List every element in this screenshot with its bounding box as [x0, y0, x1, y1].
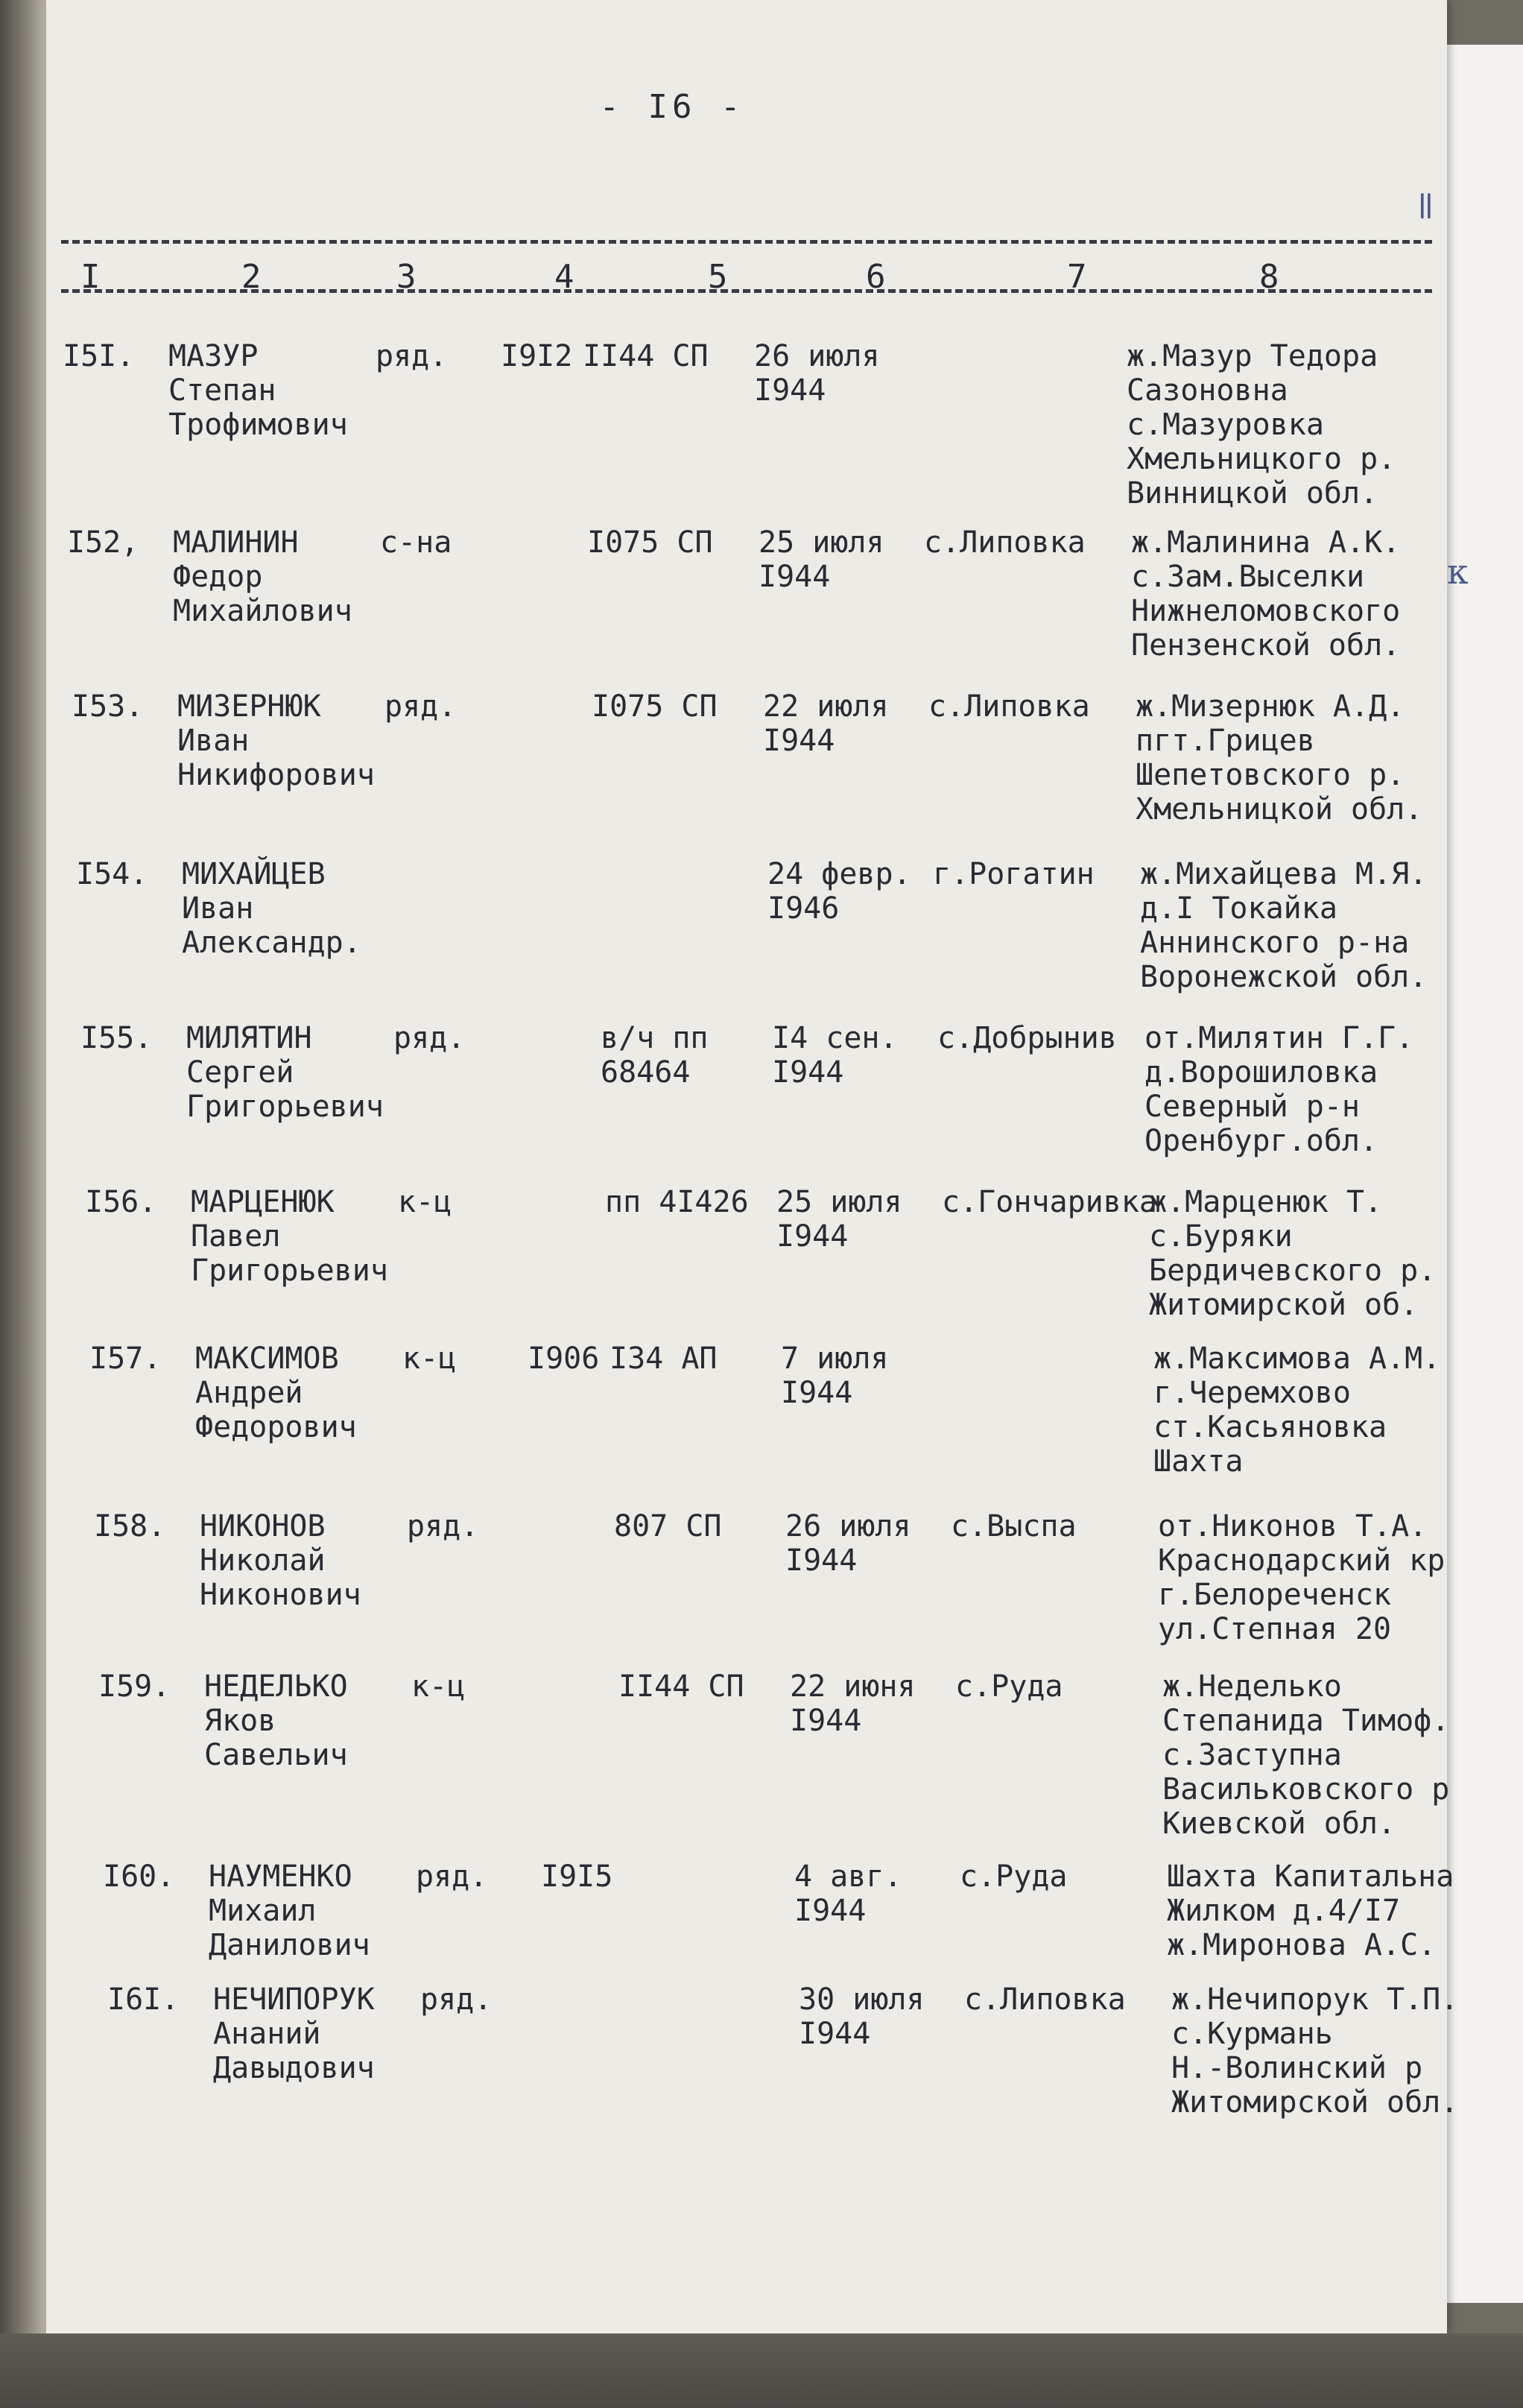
record-number: I56.	[85, 1185, 157, 1219]
death-date-line: I944	[759, 560, 831, 594]
column-number-4: 4	[554, 258, 574, 296]
military-rank: к-ц	[402, 1342, 457, 1376]
death-date-line: I4 сен.	[772, 1021, 898, 1055]
person-name-line: Трофимович	[168, 408, 348, 442]
record-number: I6I.	[107, 1982, 180, 2017]
death-date-line: I944	[776, 1219, 849, 1254]
military-unit: I075 СП	[592, 689, 718, 724]
relatives-address-line: ж.Мизернюк А.Д.	[1136, 689, 1405, 724]
person-name-line: НЕДЕЛЬКО	[204, 1669, 348, 1704]
relatives-address-line: ж.Максимова А.М.	[1153, 1342, 1441, 1376]
person-name-line: НАУМЕНКО	[209, 1859, 352, 1894]
military-unit: 807 СП	[614, 1509, 722, 1543]
relatives-address-line: ж.Малинина А.К.	[1131, 525, 1401, 560]
death-date-line: I944	[790, 1704, 862, 1738]
military-rank: ряд.	[384, 689, 457, 724]
death-date-line: I946	[767, 891, 840, 926]
record-number: I53.	[72, 689, 144, 724]
birth-year: I906	[528, 1342, 600, 1376]
record-number: I5I.	[63, 339, 135, 373]
relatives-address-line: Сазоновна	[1127, 373, 1288, 408]
person-name-line: Григорьевич	[191, 1254, 388, 1288]
relatives-address	[1149, 1185, 1436, 1322]
relatives-address-line: Нижнеломовского	[1131, 594, 1401, 628]
burial-place: с.Руда	[955, 1669, 1063, 1704]
death-date-line: 22 июля	[763, 689, 889, 724]
relatives-address-line: ж.Миронова А.С.	[1167, 1928, 1437, 1962]
death-date-line: 24 февр.	[767, 857, 911, 891]
birth-year: I9I2	[501, 339, 573, 373]
person-name-line: Яков	[204, 1704, 276, 1738]
military-unit: в/ч пп 68464	[601, 1021, 709, 1090]
relatives-address-line: ж.Нечипорук Т.П.	[1171, 1982, 1459, 2017]
relatives-address	[1162, 1669, 1449, 1841]
record-number: I52,	[67, 525, 139, 560]
relatives-address	[1167, 1859, 1454, 1962]
death-date	[767, 857, 911, 926]
person-name-line: Михайлович	[173, 594, 352, 628]
person-name	[182, 857, 361, 960]
person-name	[213, 1982, 375, 2085]
death-date	[790, 1669, 916, 1738]
military-rank: ряд.	[376, 339, 448, 373]
column-number-3: 3	[396, 258, 417, 296]
military-rank: к-ц	[411, 1669, 466, 1704]
death-date	[785, 1509, 911, 1578]
relatives-address-line: Шахта Капитальна	[1167, 1859, 1454, 1894]
relatives-address-line: Аннинского р-на	[1140, 926, 1410, 960]
relatives-address	[1136, 689, 1422, 827]
person-name-line: Андрей	[195, 1376, 303, 1410]
binding-spine	[0, 0, 52, 2408]
relatives-address-line: Шахта	[1153, 1444, 1244, 1479]
column-number-7: 7	[1067, 258, 1087, 296]
relatives-address-line: с.Курмань	[1171, 2017, 1333, 2051]
person-name	[204, 1669, 348, 1772]
relatives-address-line: ж.Михайцева М.Я.	[1140, 857, 1428, 891]
relatives-address-line: от.Никонов Т.А.	[1158, 1509, 1428, 1543]
relatives-address-line: Пензенской обл.	[1131, 628, 1401, 663]
death-date-line: 25 июля	[759, 525, 884, 560]
military-unit: II44 СП	[618, 1669, 744, 1704]
person-name-line: Григорьевич	[186, 1090, 384, 1124]
death-date	[763, 689, 889, 758]
relatives-address	[1158, 1509, 1445, 1646]
relatives-address-line: ул.Степная 20	[1158, 1612, 1392, 1646]
death-date-line: 4 авг.	[794, 1859, 902, 1894]
relatives-address-line: с.Мазуровка	[1127, 408, 1324, 442]
relatives-address-line: Шепетовского р.	[1136, 758, 1405, 792]
military-unit: I075 СП	[587, 525, 713, 560]
death-date	[794, 1859, 902, 1928]
relatives-address-line: Н.-Волинский р	[1171, 2051, 1423, 2085]
military-rank: с-на	[380, 525, 452, 560]
death-date-line: 26 июля	[754, 339, 880, 373]
relatives-address-line: с.Заступна	[1162, 1738, 1342, 1772]
military-rank: ряд.	[416, 1859, 488, 1894]
column-number-6: 6	[866, 258, 886, 296]
person-name-line: НЕЧИПОРУК	[213, 1982, 375, 2017]
death-date	[759, 525, 884, 594]
relatives-address-line: д.Ворошиловка	[1144, 1055, 1378, 1090]
relatives-address	[1153, 1342, 1440, 1479]
relatives-address-line: г.Черемхово	[1153, 1376, 1351, 1410]
margin-pen-mark: к	[1447, 552, 1469, 592]
relatives-address-line: Хмельницкого р.	[1127, 442, 1396, 476]
person-name	[168, 339, 348, 442]
person-name-line: Михаил	[209, 1894, 317, 1928]
person-name-line: МИХАЙЦЕВ	[182, 857, 326, 891]
person-name-line: Федор	[173, 560, 263, 594]
death-date-line: 30 июля	[799, 1982, 925, 2017]
relatives-address-line: с.Буряки	[1149, 1219, 1293, 1254]
burial-place: с.Руда	[960, 1859, 1068, 1894]
record-number: I59.	[98, 1669, 171, 1704]
person-name-line: МАЛИНИН	[173, 525, 299, 560]
person-name-line: Иван	[177, 724, 250, 758]
relatives-address-line: пгт.Грицев	[1136, 724, 1315, 758]
person-name-line: Давыдович	[213, 2051, 375, 2085]
relatives-address-line: Степанида Тимоф.	[1162, 1704, 1450, 1738]
death-date-line: I944	[794, 1894, 867, 1928]
relatives-address-line: г.Белореченск	[1158, 1578, 1392, 1612]
person-name	[200, 1509, 361, 1612]
relatives-address-line: Оренбург.обл.	[1144, 1124, 1378, 1158]
relatives-address-line: ж.Неделько	[1162, 1669, 1342, 1704]
burial-place: с.Добрынив	[937, 1021, 1117, 1055]
person-name-line: МАКСИМОВ	[195, 1342, 339, 1376]
relatives-address-line: д.I Токайка	[1140, 891, 1337, 926]
person-name	[173, 525, 352, 628]
relatives-address-line: Воронежской обл.	[1140, 960, 1428, 994]
person-name-line: Николай	[200, 1543, 326, 1578]
person-name-line: Данилович	[209, 1928, 370, 1962]
burial-place: с.Выспа	[951, 1509, 1077, 1543]
relatives-address-line: с.Зам.Выселки	[1131, 560, 1365, 594]
person-name	[177, 689, 375, 792]
person-name-line: МИЛЯТИН	[186, 1021, 312, 1055]
death-date	[799, 1982, 925, 2051]
page-number: - I6 -	[599, 88, 745, 126]
death-date-line: I944	[781, 1376, 853, 1410]
relatives-address-line: Бердичевского р.	[1149, 1254, 1437, 1288]
burial-place: с.Липовка	[928, 689, 1090, 724]
death-date-line: I944	[799, 2017, 871, 2051]
relatives-address-line: Хмельницкой обл.	[1136, 792, 1423, 827]
document-page	[46, 0, 1469, 2333]
relatives-address-line: Васильковского р	[1162, 1772, 1450, 1807]
person-name-line: Александр.	[182, 926, 361, 960]
person-name-line: НИКОНОВ	[200, 1509, 326, 1543]
birth-year: I9I5	[541, 1859, 613, 1894]
header-rule-top	[61, 240, 1432, 244]
record-number: I54.	[76, 857, 148, 891]
burial-place: с.Липовка	[964, 1982, 1126, 2017]
relatives-address-line: ст.Касьяновка	[1153, 1410, 1387, 1444]
column-number-5: 5	[708, 258, 728, 296]
death-date-line: 26 июля	[785, 1509, 911, 1543]
person-name-line: МАЗУР	[168, 339, 259, 373]
burial-place: с.Гончаривка	[942, 1185, 1157, 1219]
military-unit: пп 4I426	[605, 1185, 749, 1219]
death-date	[781, 1342, 889, 1410]
military-rank: к-ц	[398, 1185, 452, 1219]
person-name-line: Павел	[191, 1219, 281, 1254]
person-name-line: Сергей	[186, 1055, 294, 1090]
death-date-line: 7 июля	[781, 1342, 889, 1376]
military-unit: I34 АП	[609, 1342, 718, 1376]
relatives-address-line: Житомирской обл.	[1171, 2085, 1459, 2120]
relatives-address	[1131, 525, 1400, 663]
column-number-2: 2	[241, 258, 262, 296]
death-date-line: I944	[785, 1543, 858, 1578]
death-date	[776, 1185, 902, 1254]
death-date-line: I944	[763, 724, 835, 758]
record-number: I57.	[89, 1342, 162, 1376]
column-number-1: I	[80, 258, 101, 296]
person-name-line: Федорович	[195, 1410, 357, 1444]
death-date-line: I944	[772, 1055, 844, 1090]
person-name-line: Иван	[182, 891, 254, 926]
person-name	[195, 1342, 357, 1444]
relatives-address	[1127, 339, 1396, 511]
relatives-address-line: от.Милятин Г.Г.	[1144, 1021, 1414, 1055]
relatives-address-line: Киевской обл.	[1162, 1807, 1396, 1841]
burial-place: с.Липовка	[924, 525, 1086, 560]
relatives-address-line: ж.Мазур Тедора	[1127, 339, 1378, 373]
person-name-line: Никонович	[200, 1578, 361, 1612]
relatives-address-line: Северный р-н	[1144, 1090, 1360, 1124]
relatives-address-line: Краснодарский кр	[1158, 1543, 1446, 1578]
death-date	[754, 339, 880, 408]
military-rank: ряд.	[393, 1021, 466, 1055]
relatives-address-line: Винницкой обл.	[1127, 476, 1378, 511]
margin-pen-mark: ǁ	[1417, 186, 1434, 227]
person-name-line: Степан	[168, 373, 276, 408]
death-date-line: I944	[754, 373, 826, 408]
person-name-line: Никифорович	[177, 758, 375, 792]
person-name	[191, 1185, 388, 1288]
record-number: I60.	[103, 1859, 175, 1894]
person-name-line: Савельич	[204, 1738, 348, 1772]
person-name-line: Ананий	[213, 2017, 321, 2051]
relatives-address-line: Житомирской об.	[1149, 1288, 1419, 1322]
person-name	[209, 1859, 370, 1962]
column-number-8: 8	[1259, 258, 1279, 296]
person-name	[186, 1021, 384, 1124]
relatives-address	[1140, 857, 1427, 994]
relatives-address-line: ж.Марценюк Т.	[1149, 1185, 1383, 1219]
person-name-line: МИЗЕРНЮК	[177, 689, 321, 724]
header-rule-bottom	[61, 289, 1432, 293]
military-rank: ряд.	[420, 1982, 493, 2017]
military-unit: II44 СП	[583, 339, 709, 373]
death-date	[772, 1021, 898, 1090]
record-number: I58.	[94, 1509, 166, 1543]
table-surface	[0, 2333, 1523, 2408]
military-rank: ряд.	[407, 1509, 479, 1543]
relatives-address	[1144, 1021, 1413, 1158]
record-number: I55.	[80, 1021, 153, 1055]
burial-place: г.Рогатин	[933, 857, 1095, 891]
person-name-line: МАРЦЕНЮК	[191, 1185, 335, 1219]
relatives-address-line: Жилком д.4/I7	[1167, 1894, 1401, 1928]
relatives-address	[1171, 1982, 1458, 2120]
death-date-line: 25 июля	[776, 1185, 902, 1219]
death-date-line: 22 июня	[790, 1669, 916, 1704]
